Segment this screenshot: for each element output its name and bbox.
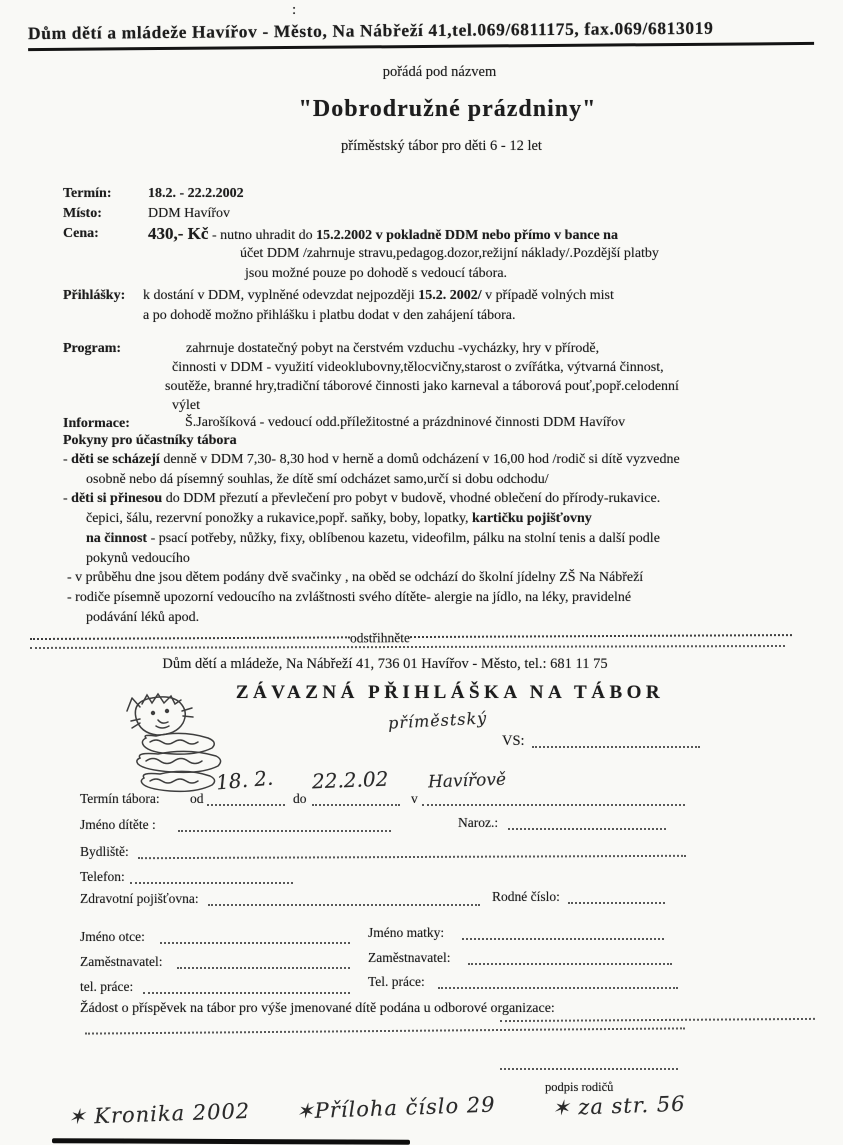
form-termin-label: Termín tábora:: [80, 791, 160, 806]
zadost-field-main: [85, 1027, 685, 1034]
cena-line3: jsou možné pouze po dohodě s vedoucí tábora.: [245, 266, 508, 281]
jmeno-ditete-field: [178, 830, 391, 832]
informace-label: Informace:: [63, 416, 130, 431]
cena-bold-text: 15.2.2002 v pokladně DDM nebo přímo v bance na: [316, 228, 618, 243]
bullet-text: - psací potřeby, nůžky, fixy, oblíbenou kazetu, videofilm, pálku na stolní tenis a další podle: [147, 531, 660, 546]
cena-value: [148, 224, 618, 245]
jmeno-otce-field: [160, 942, 350, 944]
program-line3: soutěže, branné hry,tradiční táborové činnosti jako karneval a táborová pouť,popř.celodenní: [165, 379, 679, 394]
bullet-text: v průběhu dne jsou dětem podány dvě svačinky , na oběd se odchází do školní jídelny ZŠ Na Nábřeží: [75, 570, 644, 585]
pokyny-line-3: [63, 491, 660, 508]
program-line1: zahrnuje dostatečný pobyt na čerstvém vzduchu -vycházky, hry v přírodě,: [186, 341, 600, 356]
pokyny-heading: Pokyny pro účastníky tábora: [63, 433, 237, 448]
form-title: ZÁVAZNÁ PŘIHLÁŠKA NA TÁBOR: [235, 682, 665, 703]
pokyny-line-5: [86, 531, 660, 548]
prihlasky-line1: [143, 288, 614, 305]
form-address: Dům dětí a mládeže, Na Nábřeží 41, 736 01 Havířov - Město, tel.: 681 11 75: [162, 656, 608, 672]
prihlasky-bold: 15.2. 2002/: [418, 288, 482, 303]
bullet-text: podávání léků apod.: [86, 610, 200, 625]
camp-type-handwritten: příměstský: [387, 708, 488, 733]
zadost-text: Žádost o příspěvek na tábor pro výše jmenované dítě podána u odborové organizace:: [80, 1001, 555, 1016]
annotation-kronika: ✶ Kronika 2002: [67, 1098, 251, 1130]
pokyny-line-6: [86, 551, 190, 568]
organized-under-name: pořádá pod názvem: [382, 64, 497, 80]
rodne-cislo-label: Rodné číslo:: [492, 889, 560, 904]
bydliste-label: Bydliště:: [80, 844, 129, 859]
bullet-dash: -: [63, 452, 72, 467]
bullet-bold: děti si přinesou: [71, 491, 163, 506]
zamestnavatel-otec-label: Zaměstnavatel:: [80, 954, 163, 969]
bullet-text: denně v DDM 7,30- 8,30 hod v herně a domů odcházení v 16,00 hod /rodič si dítě vyzvedne: [159, 452, 680, 467]
program-line4: výlet: [172, 398, 200, 413]
termin-label: Termín:: [63, 186, 112, 201]
cut-dots-left: [30, 636, 350, 640]
prihlasky-pre: k dostání v DDM, vyplněné odevzdat nejpozději: [143, 288, 419, 303]
naroz-field: [508, 828, 666, 830]
rodne-cislo-field: [568, 902, 665, 904]
do-label: do: [293, 791, 307, 806]
cena-mid-text: - nutno uhradit do: [208, 228, 317, 243]
v-label: v: [411, 791, 418, 806]
bullet-text: čepici, šálu, rezervní ponožky a rukavice,popř. saňky, boby, lopatky,: [86, 511, 473, 526]
zadost-field-offset: [500, 1018, 815, 1022]
tel-prace-matka-label: Tel. práce:: [368, 974, 425, 989]
tel-prace-otec-label: tel. práce:: [80, 979, 134, 994]
pojistovna-label: Zdravotní pojišťovna:: [80, 891, 199, 906]
bullet-text: pokynů vedoucího: [86, 551, 190, 566]
pokyny-line-4: [86, 511, 592, 528]
telefon-field: [130, 882, 293, 884]
pokyny-line-2: [86, 472, 549, 489]
jmeno-matky-field: [462, 938, 664, 940]
jmeno-otce-label: Jméno otce:: [80, 929, 145, 944]
misto-value: DDM Havířov: [148, 206, 231, 221]
telefon-label: Telefon:: [80, 869, 125, 884]
v-value-handwritten: Havířově: [427, 769, 507, 793]
annotation-priloha: ✶Příloha číslo 29: [295, 1092, 496, 1124]
misto-label: Místo:: [63, 206, 102, 221]
prihlasky-label: Přihlášky:: [63, 288, 126, 303]
masthead: Dům dětí a mládeže Havířov - Město, Na Nábřeží 41,tel.069/6811175, fax.069/6813019: [28, 17, 814, 51]
scan-edge-smudge: [52, 1138, 410, 1145]
bullet-bold: kartičku pojišťovny: [472, 511, 592, 526]
program-label: Program:: [63, 341, 122, 356]
bullet-text: rodiče písemně upozorní vedoucího na zvláštnosti svého dítěte- alergie na jídlo, na léky, pravidelné: [75, 590, 632, 605]
bullet-dash: -: [67, 570, 76, 585]
cena-line2: účet DDM /zahrnuje stravu,pedagog.dozor,režijní náklady/.Pozdější platby: [240, 246, 659, 261]
cut-here-label: odstřihněte: [349, 630, 411, 646]
pokyny-line-9: [86, 610, 199, 627]
annotation-strana: ✶ za str. 56: [551, 1091, 686, 1121]
naroz-label: Naroz.:: [458, 815, 499, 830]
v-field: [422, 804, 685, 806]
pokyny-line-7: [67, 570, 643, 587]
bydliste-field: [138, 855, 686, 859]
vs-label: VS:: [502, 733, 525, 749]
od-value-handwritten: 18. 2.: [215, 765, 275, 795]
bullet-bold: děti se scházejí: [71, 452, 160, 467]
zamestnavatel-matka-label: Zaměstnavatel:: [368, 950, 451, 965]
page-title: "Dobrodružné prázdniny": [298, 96, 597, 122]
cut-dots-right: [410, 634, 792, 638]
prihlasky-post: v případě volných mist: [481, 288, 614, 303]
program-line2: činnosti v DDM - využití videoklubovny,tělocvičny,starost o zvířátka, výtvarná činnost,: [172, 360, 664, 375]
bullet-text: do DDM přezutí a převlečení pro pobyt v budově, vhodné oblečení do přírody-rukavice.: [162, 491, 661, 506]
bullet-dash: -: [63, 491, 72, 506]
podpis-field: [500, 1068, 678, 1070]
pokyny-line-1: [63, 452, 680, 469]
bullet-dash: -: [67, 590, 76, 605]
scan-artifact-mark: :: [292, 2, 297, 18]
jmeno-matky-label: Jméno matky:: [368, 925, 445, 940]
cena-price: 430,- Kč: [148, 224, 209, 243]
do-field: [312, 804, 400, 806]
bullet-bold: na činnost: [86, 531, 148, 546]
page-subtitle: příměstský tábor pro děti 6 - 12 let: [341, 138, 542, 154]
pokyny-line-8: [67, 590, 631, 607]
podpis-label: podpis rodičů: [545, 1080, 614, 1094]
prihlasky-line2: a po dohodě možno přihlášku i platbu dodat v den zahájení tábora.: [143, 308, 516, 323]
informace-value: Š.Jarošíková - vedoucí odd.příležitostné a prázdninové činnosti DDM Havířov: [185, 415, 626, 430]
od-label: od: [190, 791, 204, 806]
jmeno-ditete-label: Jméno dítěte :: [80, 817, 156, 832]
od-field: [207, 804, 285, 806]
vs-field: [532, 746, 700, 748]
zamestnavatel-matka-field: [468, 963, 672, 965]
termin-value: 18.2. - 22.2.2002: [148, 186, 244, 201]
pojistovna-field: [208, 904, 480, 906]
tel-prace-otec-field: [143, 992, 350, 994]
zamestnavatel-otec-field: [177, 967, 350, 969]
cena-label: Cena:: [63, 226, 99, 241]
do-value-handwritten: 22.2.02: [311, 766, 389, 794]
bullet-text: osobně nebo dá písemný souhlas, že dítě smí odcházet samo,určí si dobu odchodu/: [86, 472, 549, 487]
tel-prace-matka-field: [438, 987, 678, 989]
